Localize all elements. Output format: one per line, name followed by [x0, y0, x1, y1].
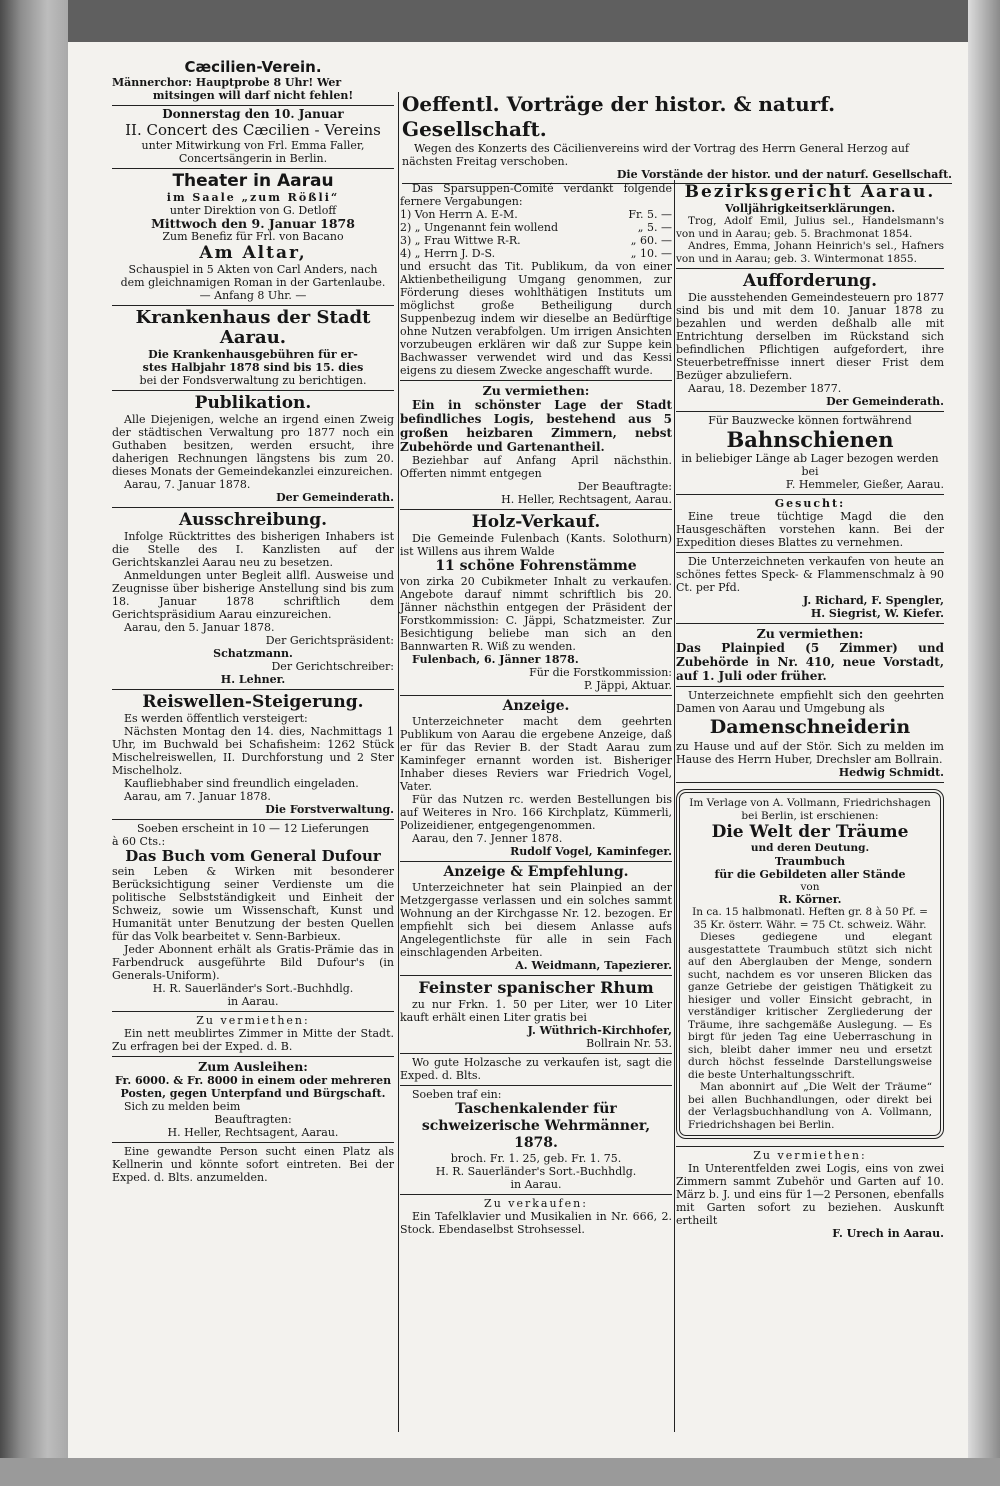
- ad-taschenkalender: [400, 1086, 672, 1195]
- ad-title: II. Concert des Cæcilien - Vereins: [125, 121, 381, 139]
- ad-signature: Beauftragten:: [214, 1113, 292, 1126]
- ad-body: Ein Tafelklavier und Musikalien in Nr. 666, 2. Stock. Ebendaselbst Strohsessel.: [400, 1210, 672, 1236]
- ad-signature: J. Richard, F. Spengler,: [803, 594, 944, 607]
- ad-title: Feinster spanischer Rhum: [418, 978, 654, 997]
- ad-signature: Hedwig Schmidt.: [838, 766, 944, 779]
- ad-body: Es werden öffentlich versteigert:: [124, 712, 308, 725]
- ad-body: Eine treue tüchtige Magd die den Hausgeschäften vorstehen kann. Bei der Expedition dieses Blattes zu vernehmen.: [676, 510, 944, 549]
- ad-body: Die ausstehenden Gemeindesteuern pro 1877 sind bis und mit dem 10. Januar 1878 zu bezahlen und werden deßhalb alle mit Entrichtung derselben im Rückstand sich befindlichen Pflichtigen aufgefordert, ihre Steuerbetreffnisse innert dieser Frist dem Bezüger abzuliefern.: [676, 291, 944, 382]
- ad-body: Ein nett meublirtes Zimmer in Mitte der Stadt. Zu erfragen bei der Exped. d. B.: [112, 1027, 394, 1053]
- ad-body: Beziehbar auf Anfang April nächsthin. Offerten nimmt entgegen: [400, 454, 672, 480]
- ad-body: Eine gewandte Person sucht einen Platz als Kellnerin und könnte sofort eintreten. Bei der Exped. d. Blts. anzumelden.: [112, 1145, 394, 1184]
- ad-rhum: [400, 976, 672, 1054]
- column-2: [400, 180, 672, 1239]
- ad-text: bei der Fondsverwaltung zu berichtigen.: [139, 374, 367, 387]
- ad-concert: [112, 106, 394, 169]
- ad-ausschreibung: [112, 508, 394, 690]
- column-1: [112, 56, 394, 1187]
- ad-title: Das Buch vom General Dufour: [125, 847, 381, 865]
- ad-subtitle: Volljährigkeitserklärungen.: [724, 202, 896, 215]
- ad-signature: A. Weidmann, Tapezierer.: [515, 959, 672, 972]
- ad-signature: H. R. Sauerländer's Sort.-Buchhdlg.: [152, 982, 354, 995]
- ad-date: Fulenbach, 6. Jänner 1878.: [412, 653, 579, 666]
- ad-play-title: Am Altar,: [199, 243, 307, 263]
- ad-date: Aarau, den 5. Januar 1878.: [124, 621, 275, 634]
- ad-date: Aarau, am 7. Januar 1878.: [124, 790, 271, 803]
- ad-title: Aufforderung.: [743, 271, 877, 291]
- ad-text: Soeben erscheint in 10 — 12 Lieferungen: [136, 822, 370, 835]
- ad-body: Dieses gediegene und elegant ausgestattete Traumbuch stützt sich nicht auf den Aberglauben der Menge, sondern sucht, nachdem es vor unseren Blicken das ganze Getriebe der geistigen Thätigkeit zu hiesiger und voller Einsicht gebracht, in verständiger kritischer Zergliederung der Träume, ihre sachgemäße Auslegung. — Es birgt für jeden Tag eine Ueberraschung in sich, bleibt daher immer neu und ersetzt durch höchst fesselnde Darstellungsweise die beste Unterhaltungsschrift.: [688, 931, 932, 1081]
- ad-signature: H. Heller, Rechtsagent, Aarau.: [501, 493, 672, 506]
- ad-text: à 60 Cts.:: [112, 835, 166, 848]
- donor-label: 1) Von Herrn A. E-M.: [400, 208, 518, 221]
- ad-vermiethen-logis: [400, 381, 672, 510]
- currency: „: [630, 234, 637, 247]
- column-rule-1: [398, 92, 399, 1432]
- ad-title: Zum Ausleihen:: [198, 1059, 308, 1074]
- ad-body: Ein in schönster Lage der Stadt befindliches Logis, bestehend aus 5 großen heizbaren Zimmern, nebst Zubehörde und Gartenantheil.: [400, 398, 672, 454]
- column-rule-2: [674, 180, 675, 1432]
- ad-anzeige-kaminfeger: [400, 696, 672, 862]
- ad-vermiethen-zimmer: [112, 1012, 394, 1057]
- ad-text: Im Verlage von A. Vollmann, Friedrichshagen bei Berlin, ist erschienen:: [689, 797, 931, 822]
- ad-signature: P. Jäppi, Aktuar.: [584, 679, 672, 692]
- ad-title: Theater in Aarau: [172, 171, 334, 191]
- ad-title: Oeffentl. Vorträge der histor. & naturf. Gesellschaft.: [402, 92, 836, 141]
- ad-signature: Der Gemeinderath.: [826, 395, 944, 408]
- ad-body: Nächsten Montag den 14. dies, Nachmittags 1 Uhr, im Buchwald bei Schafisheim: 1262 Stück Mischelreiswellen, II. Durchforstung und 2 Ster Mischelholz.: [112, 725, 394, 777]
- ad-body: Für das Nutzen rc. werden Bestellungen bis auf Weiteres in Nro. 166 Kirchplatz, Kümmerli, Polizeidiener, entgegengenommen.: [400, 793, 672, 832]
- ad-body: Alle Diejenigen, welche an irgend einen Zweig der städtischen Verwaltung pro 1877 noch ein Guthaben besitzen, werden ersucht, ihre daherigen Rechnungen längstens bis zum 20. dieses Monats der Gemeindekanzlei einzureichen.: [112, 413, 394, 478]
- amount: 60. —: [640, 234, 672, 247]
- ad-signature: Die Forstverwaltung.: [265, 803, 394, 816]
- amount: 10. —: [640, 247, 672, 260]
- scan-margin-left: [0, 0, 68, 1486]
- ad-body: Trog, Adolf Emil, Julius sel., Handelsmann's von und in Aarau; geb. 5. Brachmonat 1854.: [676, 215, 944, 240]
- ad-holz-verkauf: [400, 510, 672, 696]
- ad-signature: Rudolf Vogel, Kaminfeger.: [510, 845, 672, 858]
- ad-title: Ausschreibung.: [178, 510, 328, 530]
- ad-date: Donnerstag den 10. Januar: [162, 107, 344, 121]
- ad-title: Cæcilien-Verein.: [184, 58, 322, 76]
- ad-text: im Saale „zum Rößli“: [166, 191, 340, 204]
- ad-body: In Unterentfelden zwei Logis, eins von zwei Zimmern sammt Zubehör und Garten auf 10. März b. J. und eins für 1—2 Personen, ebenfalls mit Garten sofort zu beziehen. Auskunft ertheilt: [676, 1162, 944, 1227]
- ad-body: Wo gute Holzasche zu verkaufen ist, sagt die Exped. d. Blts.: [400, 1056, 672, 1082]
- ad-body: Unterzeichneter macht dem geehrten Publikum von Aarau die ergebene Anzeige, daß er für das Revier B. der Stadt Aarau zum Kaminfeger ernannt worden ist. Bisheriger Inhaber dieses Reviers war Friedrich Vogel, Vater.: [400, 715, 672, 793]
- ad-body: broch. Fr. 1. 25, geb. Fr. 1. 75.: [450, 1152, 622, 1165]
- ad-signature: J. Wüthrich-Kirchhofer,: [527, 1024, 672, 1037]
- ad-zu-verkaufen: [400, 1195, 672, 1239]
- ad-text: dem gleichnamigen Roman in der Gartenlaube.: [120, 276, 386, 289]
- ad-signature: Der Gemeinderath.: [276, 491, 394, 504]
- ad-text: Schauspiel in 5 Akten von Carl Anders, nach: [128, 263, 378, 276]
- ad-date: Aarau, 18. Dezember 1877.: [688, 382, 842, 395]
- ad-body: Die Gemeinde Fulenbach (Kants. Solothurn) ist Willens aus ihrem Walde: [400, 532, 672, 558]
- list-item: [400, 221, 672, 234]
- ad-vermiethen-logis-unterentfelden: [676, 1147, 944, 1243]
- ad-date: Mittwoch den 9. Januar 1878: [151, 216, 355, 231]
- ad-body: Andres, Emma, Johann Heinrich's sel., Hafners von und in Aarau; geb. 3. Wintermonat 1855.: [676, 240, 944, 265]
- ad-text: Concertsängerin in Berlin.: [178, 152, 328, 165]
- ad-title: Damenschneiderin: [709, 716, 911, 738]
- ad-text: Das Sparsuppen-Comité verdankt folgende fernere Vergabungen:: [400, 182, 672, 208]
- donor-label: 2) „ Ungenannt fein wollend: [400, 221, 559, 234]
- ad-empfehlung: [400, 862, 672, 976]
- ad-headline: 11 schöne Fohrenstämme: [435, 558, 637, 574]
- ad-body: von zirka 20 Cubikmeter Inhalt zu verkaufen. Angebote darauf nimmt schriftlich bis 20. Jänner nächsthin entgegen der Präsident der Forstkommission: C. Jäppi, Schatzmeister. Zur Besichtigung beliebe man sich an den Bannwarten R. Wiß zu wenden.: [400, 575, 672, 653]
- ad-text: Männerchor: Hauptprobe 8 Uhr! Wer: [112, 76, 342, 89]
- ad-title: Anzeige.: [502, 698, 570, 714]
- ad-bahnschienen: [676, 412, 944, 495]
- ad-caecilien-verein: [112, 56, 394, 106]
- ad-gesucht: [676, 495, 944, 553]
- ad-text: Zum Benefiz für Frl. von Bacano: [162, 230, 344, 243]
- ad-signature: H. R. Sauerländer's Sort.-Buchhdlg.: [435, 1165, 637, 1178]
- ad-title: Bahnschienen: [726, 427, 894, 452]
- amount: 5. —: [647, 221, 672, 234]
- ad-dufour: [112, 820, 394, 1012]
- ad-body: Sich zu melden beim: [124, 1100, 241, 1113]
- ad-signature: Bollrain Nr. 53.: [586, 1037, 672, 1050]
- list-item: [400, 247, 672, 260]
- ad-body: zu nur Frkn. 1. 50 per Liter, wer 10 Liter kauft erhält einen Liter gratis bei: [400, 998, 672, 1024]
- ad-aufforderung: [676, 269, 944, 412]
- ad-body: Die Unterzeichneten verkaufen von heute an schönes fettes Speck- & Flammenschmalz à 90 Ct. per Pfd.: [676, 555, 944, 594]
- ad-subtitle: und deren Deutung.: [750, 842, 870, 854]
- ad-signature: in Aarau.: [227, 995, 279, 1008]
- ad-title: Bezirksgericht Aarau.: [684, 182, 936, 202]
- ad-date: Aarau, den 7. Jenner 1878.: [412, 832, 563, 845]
- ad-body: Fr. 6000. & Fr. 8000 in einem oder mehreren Posten, gegen Unterpfand und Bürgschaft.: [114, 1074, 392, 1100]
- ad-krankenhaus: [112, 306, 394, 391]
- currency: Fr.: [628, 208, 644, 221]
- ad-text: unter Mitwirkung von Frl. Emma Faller,: [141, 139, 365, 152]
- ad-title: Zu vermiethen:: [756, 626, 864, 641]
- ad-signature: Für die Forstkommission:: [529, 666, 672, 679]
- ad-bezirksgericht: [676, 180, 944, 269]
- ad-title: Krankenhaus der Stadt Aarau.: [135, 307, 371, 348]
- ad-body: Das Plainpied (5 Zimmer) und Zubehörde in Nr. 410, neue Vorstadt, auf 1. Juli oder früher.: [676, 641, 944, 683]
- ad-title: Taschenkalender für schweizerische Wehrmänner, 1878.: [421, 1101, 651, 1151]
- ad-body: Wegen des Konzerts des Cäcilienvereins wird der Vortrag des Herrn General Herzog auf nächsten Freitag verschoben.: [402, 142, 909, 168]
- donation-list: [400, 208, 672, 260]
- ad-sparsuppen: [400, 180, 672, 381]
- ad-title: Holz-Verkauf.: [471, 512, 601, 532]
- donor-label: 4) „ Herrn J. D-S.: [400, 247, 496, 260]
- ad-body: Unterzeichneter hat sein Plainpied an der Metzgergasse verlassen und ein solches sammt Wohnung an der Kirchgasse Nr. 12. bezogen. Er empfiehlt sich bei diesem Anlasse aufs Angelegentlichste für alle in sein Fach einschlagenden Arbeiten.: [400, 881, 672, 959]
- ad-vermiethen-plainpied: [676, 624, 944, 687]
- ad-body: Kaufliebhaber sind freundlich eingeladen.: [124, 777, 359, 790]
- ad-signature: H. Heller, Rechtsagent, Aarau.: [167, 1126, 339, 1139]
- ad-speck: [676, 553, 944, 624]
- ad-body: Anmeldungen unter Begleit allfl. Ausweise und Zeugnisse über bisherige Anstellung sind bis zum 18. Januar 1878 schriftlich dem Gerichtspräsidium Aarau einzureichen.: [112, 569, 394, 621]
- currency: „: [637, 221, 644, 234]
- ad-signature: Der Beauftragte:: [577, 480, 672, 493]
- ad-signature: Die Vorstände der histor. und der naturf. Gesellschaft.: [616, 168, 952, 181]
- scan-margin-bottom: [0, 1458, 1000, 1486]
- ad-text: Die Krankenhausgebühren für er-: [148, 348, 358, 361]
- ad-body: Infolge Rücktrittes des bisherigen Inhabers ist die Stelle des I. Kanzlisten auf der Gerichtskanzlei Aarau neu zu besetzen.: [112, 530, 394, 569]
- ad-subtitle: von: [800, 880, 820, 893]
- currency: „: [630, 247, 637, 260]
- ad-text: mitsingen will darf nicht fehlen!: [152, 89, 354, 102]
- ad-title: Zu vermiethen:: [482, 383, 590, 398]
- ad-damenschneiderin: [676, 687, 944, 783]
- amount: 5. —: [647, 208, 672, 221]
- ad-theater: [112, 169, 394, 306]
- scan-margin-right: [968, 0, 1000, 1486]
- ad-text: Unterzeichnete empfiehlt sich den geehrten Damen von Aarau und Umgebung als: [676, 689, 944, 715]
- ad-signature: F. Urech in Aarau.: [832, 1227, 944, 1240]
- ad-signature: Der Gerichtschreiber:: [271, 660, 394, 673]
- list-item: [400, 208, 672, 221]
- ad-title: Zu vermiethen:: [196, 1014, 310, 1027]
- ad-subtitle: Traumbuch: [774, 854, 846, 868]
- chain-border-frame: [676, 789, 944, 1139]
- ad-signature: H. Lehner.: [220, 673, 286, 686]
- ad-body: in beliebiger Länge ab Lager bezogen werden bei: [681, 452, 939, 478]
- ad-signature: in Aarau.: [510, 1178, 562, 1191]
- ad-body: sein Leben & Wirken mit besonderer Berücksichtigung seiner Verdienste um die politische Selbstständigkeit und Einheit der Schweiz, sowie um Wissenschaft, Kunst und Humanität unter Benutzung der besten Quellen für das Volk bearbeitet v. Senn-Barbieux.: [112, 865, 394, 943]
- ad-reiswellen: [112, 690, 394, 820]
- donor-label: 3) „ Frau Wittwe R-R.: [400, 234, 521, 247]
- list-item: [400, 234, 672, 247]
- ad-price: In ca. 15 halbmonatl. Heften gr. 8 à 50 Pf. = 35 Kr. österr. Währ. = 75 Ct. schweiz. Währ.: [692, 906, 928, 931]
- ad-body: zu Hause und auf der Stör. Sich zu melden im Hause des Herrn Huber, Drechsler am Bollrain.: [676, 740, 944, 766]
- ad-author: R. Körner.: [778, 893, 842, 906]
- ad-vortraege: [402, 92, 952, 184]
- ad-title: Publikation.: [194, 393, 312, 413]
- ad-signature: Der Gerichtspräsident:: [265, 634, 394, 647]
- ad-title: Zu verkaufen:: [484, 1197, 588, 1210]
- ad-welt-der-traeume: [676, 783, 944, 1147]
- ad-kellnerin: [112, 1143, 394, 1187]
- ad-text: Soeben traf ein:: [412, 1088, 502, 1101]
- ad-body: Jeder Abonnent erhält als Gratis-Prämie das in Farbendruck ausgeführte Bild Dufour's (in Generals-Uniform).: [112, 943, 394, 982]
- ad-signature: Schatzmann.: [213, 647, 293, 660]
- column-3: [676, 180, 944, 1243]
- ad-date: Aarau, 7. Januar 1878.: [124, 478, 251, 491]
- ad-text: — Anfang 8 Uhr. —: [199, 289, 307, 302]
- ad-body: Man abonnirt auf „Die Welt der Träume“ bei allen Buchhandlungen, oder direkt bei der Verlagsbuchhandlung von A. Vollmann, Friedrichshagen bei Berlin.: [688, 1081, 932, 1131]
- ad-title: Die Welt der Träume: [711, 822, 909, 842]
- ad-text: Für Bauzwecke können fortwährend: [708, 414, 912, 427]
- ad-signature: H. Siegrist, W. Kiefer.: [810, 607, 944, 620]
- ad-text: unter Direktion von G. Detloff: [169, 204, 337, 217]
- ad-ausleihen: [112, 1057, 394, 1143]
- ad-publikation: [112, 391, 394, 508]
- ad-signature: F. Hemmeler, Gießer, Aarau.: [785, 478, 944, 491]
- ad-title: Reiswellen-Steigerung.: [142, 692, 364, 712]
- ad-title: Gesucht:: [774, 497, 846, 510]
- ad-title: Anzeige & Empfehlung.: [443, 864, 629, 880]
- ad-body: und ersucht das Tit. Publikum, da von einer Aktienbetheiligung Umgang genommen, zur Förderung dieses wohlthätigen Instituts um möglichst große Betheiligung durch Suppenbezug indem wir dieselbe an Bedürftige ohne Nutzen verabfolgen. Um irrigen Ansichten vorzubeugen erklären wir daß zur Suppe kein Bachwasser verwendet wird und das Kessi eigens zu diesem Zwecke angeschafft wurde.: [400, 260, 672, 377]
- ad-holzasche: [400, 1054, 672, 1086]
- ad-subtitle: für die Gebildeten aller Stände: [714, 867, 906, 881]
- ad-text: stes Halbjahr 1878 sind bis 15. dies: [142, 361, 364, 374]
- ad-title: Zu vermiethen:: [753, 1149, 867, 1162]
